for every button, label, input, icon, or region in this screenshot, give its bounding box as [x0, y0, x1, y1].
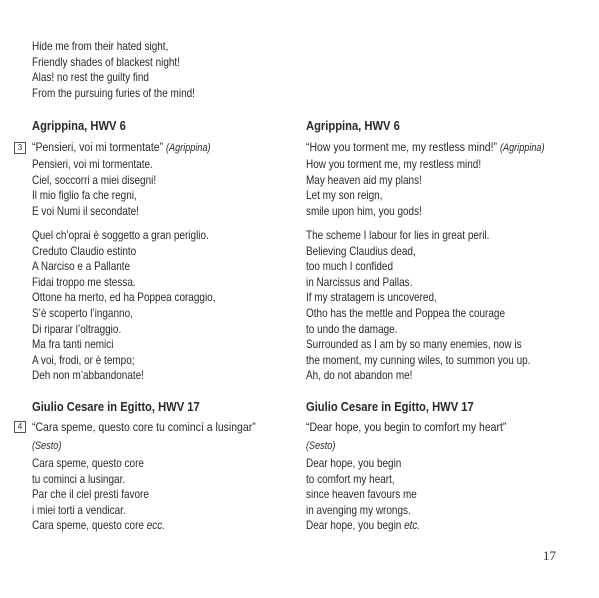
lyric-line: Ottone ha merto, ed ha Poppea coraggio, [32, 291, 216, 305]
section2-heading-translation: Giulio Cesare in Egitto, HWV 17 [306, 399, 474, 414]
first-line-text: “How you torment me, my restless mind!” [306, 140, 498, 154]
lyric-line: to comfort my heart, [306, 472, 395, 486]
page-number: 17 [543, 548, 556, 563]
intro-line: Alas! no rest the guilty find [32, 71, 149, 85]
lyric-line: Let my son reign, [306, 189, 383, 203]
section2-first-line-translation: “Dear hope, you begin to comfort my heart” [306, 420, 507, 434]
lyric-line: May heaven aid my plans! [306, 173, 422, 187]
lyric-line: Otho has the mettle and Poppea the courage [306, 306, 506, 320]
lyric-line: Di riparar l’oltraggio. [32, 322, 122, 336]
section1-first-line-translation [306, 140, 545, 157]
lyric-line: Ah, do not abandon me! [306, 369, 413, 383]
lyric-line: If my stratagem is uncovered, [306, 291, 437, 305]
lyric-line: A voi, frodi, or è tempo; [32, 353, 135, 367]
lyric-line: Ciel, soccorri a miei disegni! [32, 173, 157, 187]
lyric-line: Deh non m’abbandonate! [32, 369, 144, 383]
first-line-text: “Pensieri, voi mi tormentate” [32, 140, 164, 154]
section1-first-line-original [32, 140, 211, 157]
lyric-line: Quel ch’oprai è soggetto a gran periglio. [32, 229, 209, 242]
intro-line: Friendly shades of blackest night! [32, 55, 180, 69]
section1-heading-original: Agrippina, HWV 6 [32, 118, 126, 133]
role-label: (Sesto) [306, 440, 336, 452]
lyric-line: Par che il ciel presti favore [32, 488, 149, 502]
section1-stanza1-translation [306, 157, 481, 219]
lyric-line: too much I confided [306, 260, 394, 274]
section2-first-line-original: “Cara speme, questo core tu comincí a lusingar” [32, 420, 256, 434]
intro-line: Hide me from their hated sight, [32, 40, 169, 53]
lyric-line: S’è scoperto l’inganno, [32, 306, 133, 320]
lyric-line: the moment, my cunning wiles, to summon you up. [306, 353, 531, 367]
lyric-line: Pensieri, voi mi tormentate. [32, 158, 153, 171]
lyric-line: i miei torti a vendicar. [32, 503, 126, 517]
section1-heading-translation: Agrippina, HWV 6 [306, 118, 400, 133]
track-number-3: 3 [14, 142, 26, 154]
repeat-text: Cara speme, questo core [32, 519, 147, 533]
section1-stanza2-translation [306, 228, 530, 384]
repeat-abbrev: etc. [404, 519, 421, 533]
lyric-line: smile upon him, you gods! [306, 204, 422, 218]
lyric-line: since heaven favours me [306, 488, 417, 502]
lyric-line: Believing Claudius dead, [306, 244, 416, 258]
lyric-line: Cara speme, questo core [32, 457, 144, 470]
section2-stanza-original [32, 456, 165, 534]
lyric-line-repeat [32, 518, 165, 534]
role-label: (Agrippina) [499, 142, 545, 154]
section2-heading-original: Giulio Cesare in Egitto, HWV 17 [32, 399, 200, 414]
lyric-line: Creduto Claudio estinto [32, 244, 137, 258]
track-number-4: 4 [14, 421, 26, 433]
lyric-line: Dear hope, you begin [306, 457, 402, 470]
repeat-abbrev: ecc. [146, 519, 166, 533]
lyric-line: in Narcissus and Pallas. [306, 275, 413, 289]
repeat-text: Dear hope, you begin [306, 519, 405, 533]
lyric-line: in avenging my wrongs. [306, 503, 411, 517]
lyric-line-repeat [306, 518, 420, 534]
lyric-line: Ma fra tanti nemici [32, 338, 114, 352]
section2-stanza-translation [306, 456, 420, 534]
lyric-line: How you torment me, my restless mind! [306, 158, 482, 171]
intro-stanza [32, 39, 195, 101]
role-label: (Sesto) [32, 440, 62, 452]
lyric-line: Fidai troppo me stessa. [32, 275, 136, 289]
lyric-line: A Narciso e a Pallante [32, 260, 131, 274]
lyric-line: E voi Numi il secondate! [32, 204, 139, 218]
lyric-line: tu cominci a lusingar. [32, 472, 126, 486]
section1-stanza1-original [32, 157, 156, 219]
lyric-line: Il mio figlio fa che regni, [32, 189, 137, 203]
section1-stanza2-original [32, 228, 215, 384]
role-label: (Agrippina) [165, 142, 211, 154]
intro-line: From the pursuing furies of the mind! [32, 86, 195, 100]
lyric-line: to undo the damage. [306, 322, 398, 336]
lyric-line: Surrounded as I am by so many enemies, now is [306, 338, 522, 352]
lyric-line: The scheme I labour for lies in great peril. [306, 229, 490, 242]
